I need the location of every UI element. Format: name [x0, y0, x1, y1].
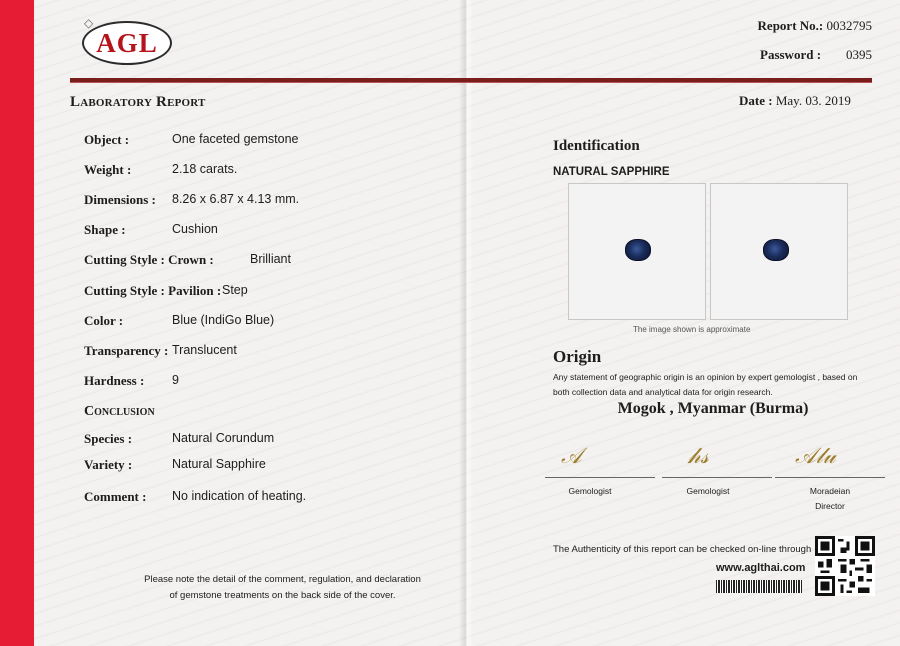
treatment-note — [120, 572, 445, 604]
field-hardness — [84, 373, 179, 389]
signature-subtitle: Director — [815, 501, 845, 511]
field-dimensions — [84, 192, 300, 208]
field-label: Cutting Style : Pavilion : — [84, 283, 222, 298]
field-object — [84, 132, 299, 148]
field-label: Variety : — [84, 457, 133, 472]
signature-title: Gemologist — [568, 486, 612, 496]
field-species — [84, 431, 275, 447]
field-label: Weight : — [84, 162, 132, 177]
field-value: Brilliant — [250, 252, 291, 266]
gem-photo-front — [568, 183, 706, 320]
logo-text: AGL — [96, 28, 158, 58]
authenticity-text: The Authenticity of this report can be checked on-line through — [553, 544, 812, 555]
field-value: Natural Sapphire — [172, 457, 266, 471]
gemstone-image — [763, 239, 789, 261]
field-transparency — [84, 343, 237, 359]
qr-code[interactable] — [815, 536, 875, 596]
field-label: Shape : — [84, 222, 126, 237]
signature-2 — [662, 439, 772, 481]
red-side-bar — [0, 0, 34, 646]
conclusion-title — [84, 404, 155, 420]
gemstone-image — [625, 239, 651, 261]
report-date — [739, 93, 851, 109]
origin-statement — [553, 370, 873, 400]
diamond-icon: ◇ — [84, 16, 94, 30]
signature-scribble: 𝒽𝓈 — [688, 443, 709, 468]
field-label: Species : — [84, 431, 133, 446]
field-value: Step — [222, 283, 248, 297]
signature-line — [775, 477, 885, 478]
signature-3 — [775, 439, 885, 481]
identification-result: NATURAL SAPPHIRE — [553, 166, 670, 178]
signature-line — [545, 477, 655, 478]
field-comment — [84, 489, 307, 505]
field-label: Color : — [84, 313, 124, 328]
barcode — [716, 580, 802, 593]
field-pavilion — [84, 283, 248, 299]
field-value: Cushion — [172, 222, 218, 236]
signature-scribble: 𝒜 — [561, 443, 582, 468]
field-label: Comment : — [84, 489, 147, 504]
website-url[interactable]: www.aglthai.com — [716, 562, 806, 574]
image-caption: The image shown is approximate — [633, 325, 751, 334]
field-value: Blue (IndiGo Blue) — [172, 313, 275, 327]
date-label: Date : — [739, 93, 773, 108]
note-line: of gemstone treatments on the back side of the cover. — [169, 590, 396, 601]
report-number-label: Report No.: — [757, 18, 824, 33]
report-number-value: 0032795 — [826, 18, 872, 33]
field-label: Transparency : — [84, 343, 169, 358]
agl-logo — [82, 18, 174, 68]
date-value: May. 03. 2019 — [775, 93, 851, 108]
field-variety — [84, 457, 266, 473]
signature-title-3 — [775, 484, 885, 514]
gem-photo-back — [710, 183, 848, 320]
signature-1 — [545, 439, 655, 481]
field-crown — [84, 252, 291, 268]
signature-scribble: 𝒜𝓁𝓊 — [795, 443, 836, 468]
origin-line: Any statement of geographic origin is an opinion by expert gemologist , based on — [553, 372, 858, 382]
field-value: No indication of heating. — [172, 489, 307, 503]
field-label: Hardness : — [84, 373, 145, 388]
password-label-text: Password : — [760, 47, 822, 62]
signature-title-1 — [535, 484, 645, 499]
lab-report-title-text: Laboratory Report — [70, 94, 206, 110]
conclusion-title-text: Conclusion — [84, 404, 155, 419]
identification-title: Identification — [553, 138, 640, 154]
signature-title: Moradeian — [809, 486, 851, 496]
header-rule — [70, 78, 872, 83]
field-value: Natural Corundum — [172, 431, 275, 445]
signature-title: Gemologist — [686, 486, 730, 496]
page-fold — [459, 0, 473, 646]
signature-line — [662, 477, 772, 478]
field-color — [84, 313, 275, 329]
report-number — [758, 18, 872, 34]
field-value: 9 — [172, 373, 179, 387]
note-line: Please note the detail of the comment, regulation, and declaration — [144, 574, 421, 585]
password-value: 0395 — [846, 47, 872, 62]
origin-line: both collection data and analytical data for origin research. — [553, 387, 773, 397]
lab-report-title — [70, 94, 206, 111]
signature-title-2 — [653, 484, 763, 499]
field-weight — [84, 162, 238, 178]
field-label: Cutting Style : Crown : — [84, 252, 214, 267]
field-label: Object : — [84, 132, 130, 147]
field-value: 2.18 carats. — [172, 162, 238, 176]
field-value: Translucent — [172, 343, 237, 357]
origin-location: Mogok , Myanmar (Burma) — [617, 400, 809, 417]
field-label: Dimensions : — [84, 192, 156, 207]
field-shape — [84, 222, 218, 238]
field-value: 8.26 x 6.87 x 4.13 mm. — [172, 192, 300, 206]
field-value: One faceted gemstone — [172, 132, 299, 146]
origin-title: Origin — [553, 347, 602, 366]
